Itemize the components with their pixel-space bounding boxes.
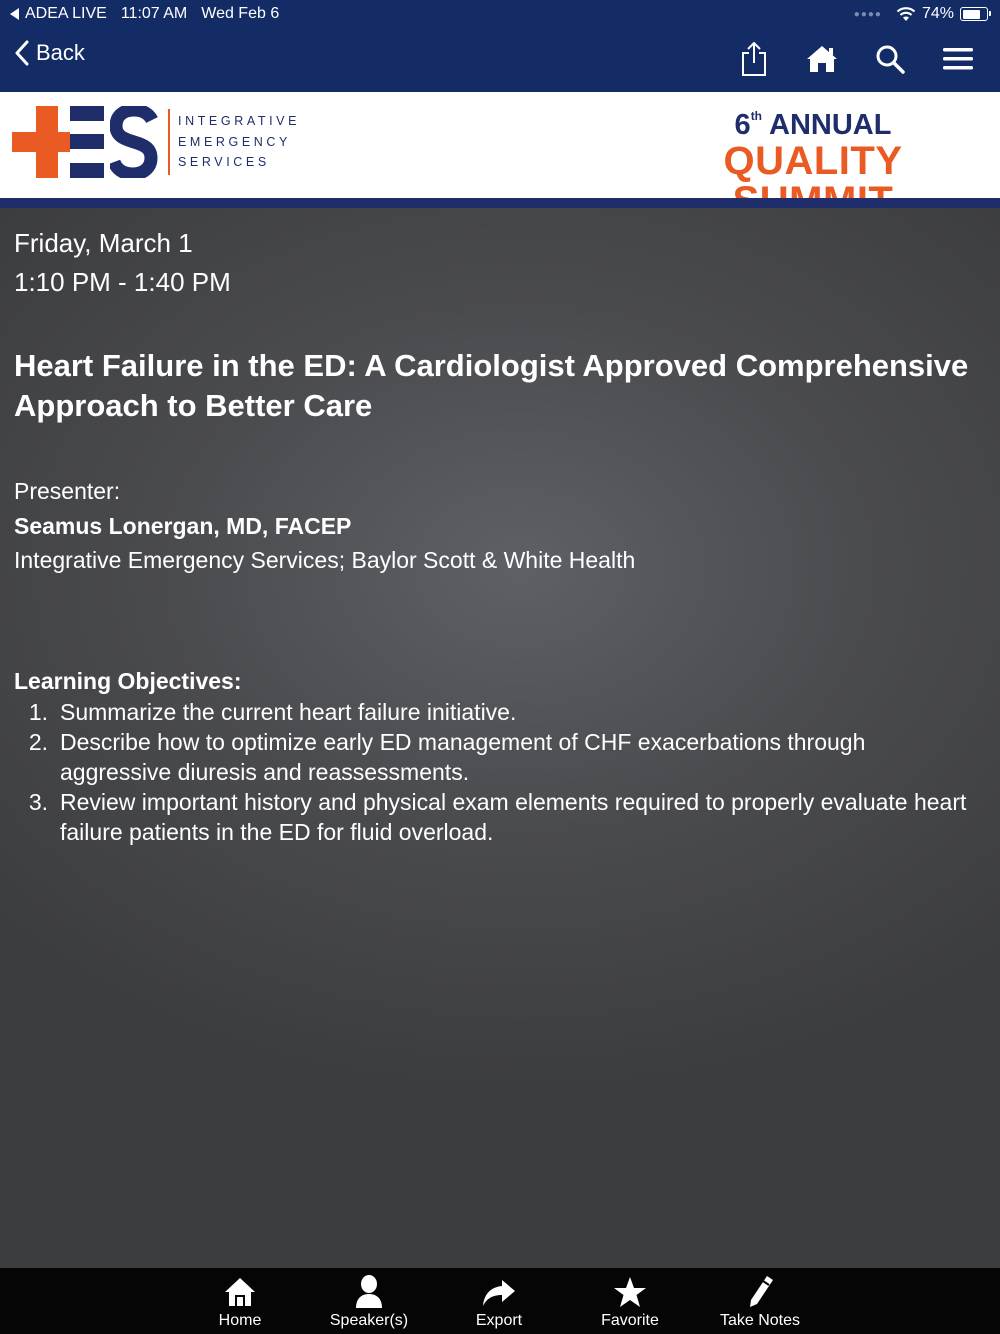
status-date: Wed Feb 6	[201, 5, 280, 22]
home-button[interactable]	[804, 40, 840, 78]
objective-number: 2.	[28, 729, 48, 755]
back-label: Back	[36, 40, 85, 65]
battery-fill	[963, 10, 980, 19]
logo-word-3: SERVICES	[178, 155, 270, 170]
battery-percent: 74%	[921, 5, 954, 22]
presenter-name[interactable]: Seamus Lonergan, MD, FACEP	[14, 513, 352, 539]
back-app-label: ADEA LIVE	[25, 5, 107, 22]
cellular-signal-icon: ●●●●	[853, 8, 882, 20]
search-button[interactable]	[872, 40, 908, 78]
tab-home[interactable]	[180, 1272, 300, 1330]
annual-word: ANNUAL	[769, 109, 892, 141]
tab-home-label: Home	[218, 1312, 262, 1329]
chevron-left-icon	[14, 40, 30, 66]
objective-text: Summarize the current heart failure initiative.	[60, 699, 517, 725]
session-time: 1:10 PM - 1:40 PM	[14, 267, 231, 297]
menu-icon	[943, 47, 973, 71]
nav-actions	[704, 40, 976, 78]
status-right	[854, 5, 988, 23]
status-bar	[0, 0, 1000, 28]
objectives-heading: Learning Objectives:	[14, 668, 242, 694]
star-icon	[613, 1276, 647, 1308]
presenter-label: Presenter:	[14, 478, 121, 504]
tab-speakers-label: Speaker(s)	[329, 1312, 409, 1329]
objective-text: Describe how to optimize early ED management of CHF exacerbations through aggressive diuresis and reassessments.	[60, 729, 866, 785]
ies-logo	[12, 106, 300, 178]
banner-divider-stripe	[0, 198, 1000, 208]
speaker-icon	[354, 1274, 384, 1308]
tab-favorite-label: Favorite	[601, 1312, 659, 1329]
share-button[interactable]	[736, 40, 772, 78]
objective-number: 3.	[28, 789, 48, 815]
logo-word-2: EMERGENCY	[178, 134, 291, 149]
objective-number: 1.	[28, 699, 48, 725]
tab-take-notes[interactable]	[700, 1272, 820, 1330]
share-icon	[740, 41, 768, 77]
tab-speakers[interactable]	[309, 1272, 429, 1330]
back-to-app-icon	[10, 8, 19, 20]
tab-favorite[interactable]	[570, 1272, 690, 1330]
battery-icon	[960, 7, 988, 21]
objective-item	[14, 727, 974, 787]
export-icon	[482, 1278, 516, 1308]
pencil-icon	[745, 1274, 775, 1308]
annual-number: 6	[734, 109, 751, 141]
objective-item	[14, 697, 974, 727]
summit-name: QUALITY	[723, 139, 903, 183]
logo-word-1: INTEGRATIVE	[178, 114, 301, 129]
menu-button[interactable]	[940, 40, 976, 78]
search-icon	[875, 44, 905, 74]
back-button[interactable]	[14, 40, 85, 66]
annual-line	[648, 100, 978, 141]
top-bar	[0, 0, 1000, 92]
session-datetime	[14, 224, 231, 302]
logo-s-mark	[110, 106, 158, 178]
event-banner	[0, 92, 1000, 198]
home-icon	[224, 1276, 256, 1308]
tab-export[interactable]	[439, 1272, 559, 1330]
logo-plus-mark	[12, 106, 82, 178]
wifi-icon	[896, 6, 916, 22]
bottom-tab-bar	[0, 1268, 1000, 1334]
home-icon	[806, 44, 838, 74]
session-day: Friday, March 1	[14, 228, 193, 258]
session-title: Heart Failure in the ED: A Cardiologist Approved Comprehensive Approach to Better Care	[14, 348, 969, 423]
logo-wordmark	[178, 111, 300, 173]
logo-divider	[168, 109, 170, 175]
objective-item	[14, 787, 974, 847]
status-left[interactable]	[10, 5, 293, 23]
session-detail	[0, 208, 1000, 1268]
objectives-list	[14, 697, 974, 847]
status-time: 11:07 AM	[120, 5, 188, 22]
annual-suffix: th	[750, 109, 763, 123]
presenter-organization: Integrative Emergency Services; Baylor Scott & White Health	[14, 547, 636, 573]
objective-text: Review important history and physical exam elements required to properly evaluate heart failure patients in the ED for fluid overload.	[60, 789, 967, 845]
tab-take-notes-label: Take Notes	[719, 1312, 801, 1329]
nav-bar	[0, 28, 1000, 92]
tab-export-label: Export	[475, 1312, 523, 1329]
